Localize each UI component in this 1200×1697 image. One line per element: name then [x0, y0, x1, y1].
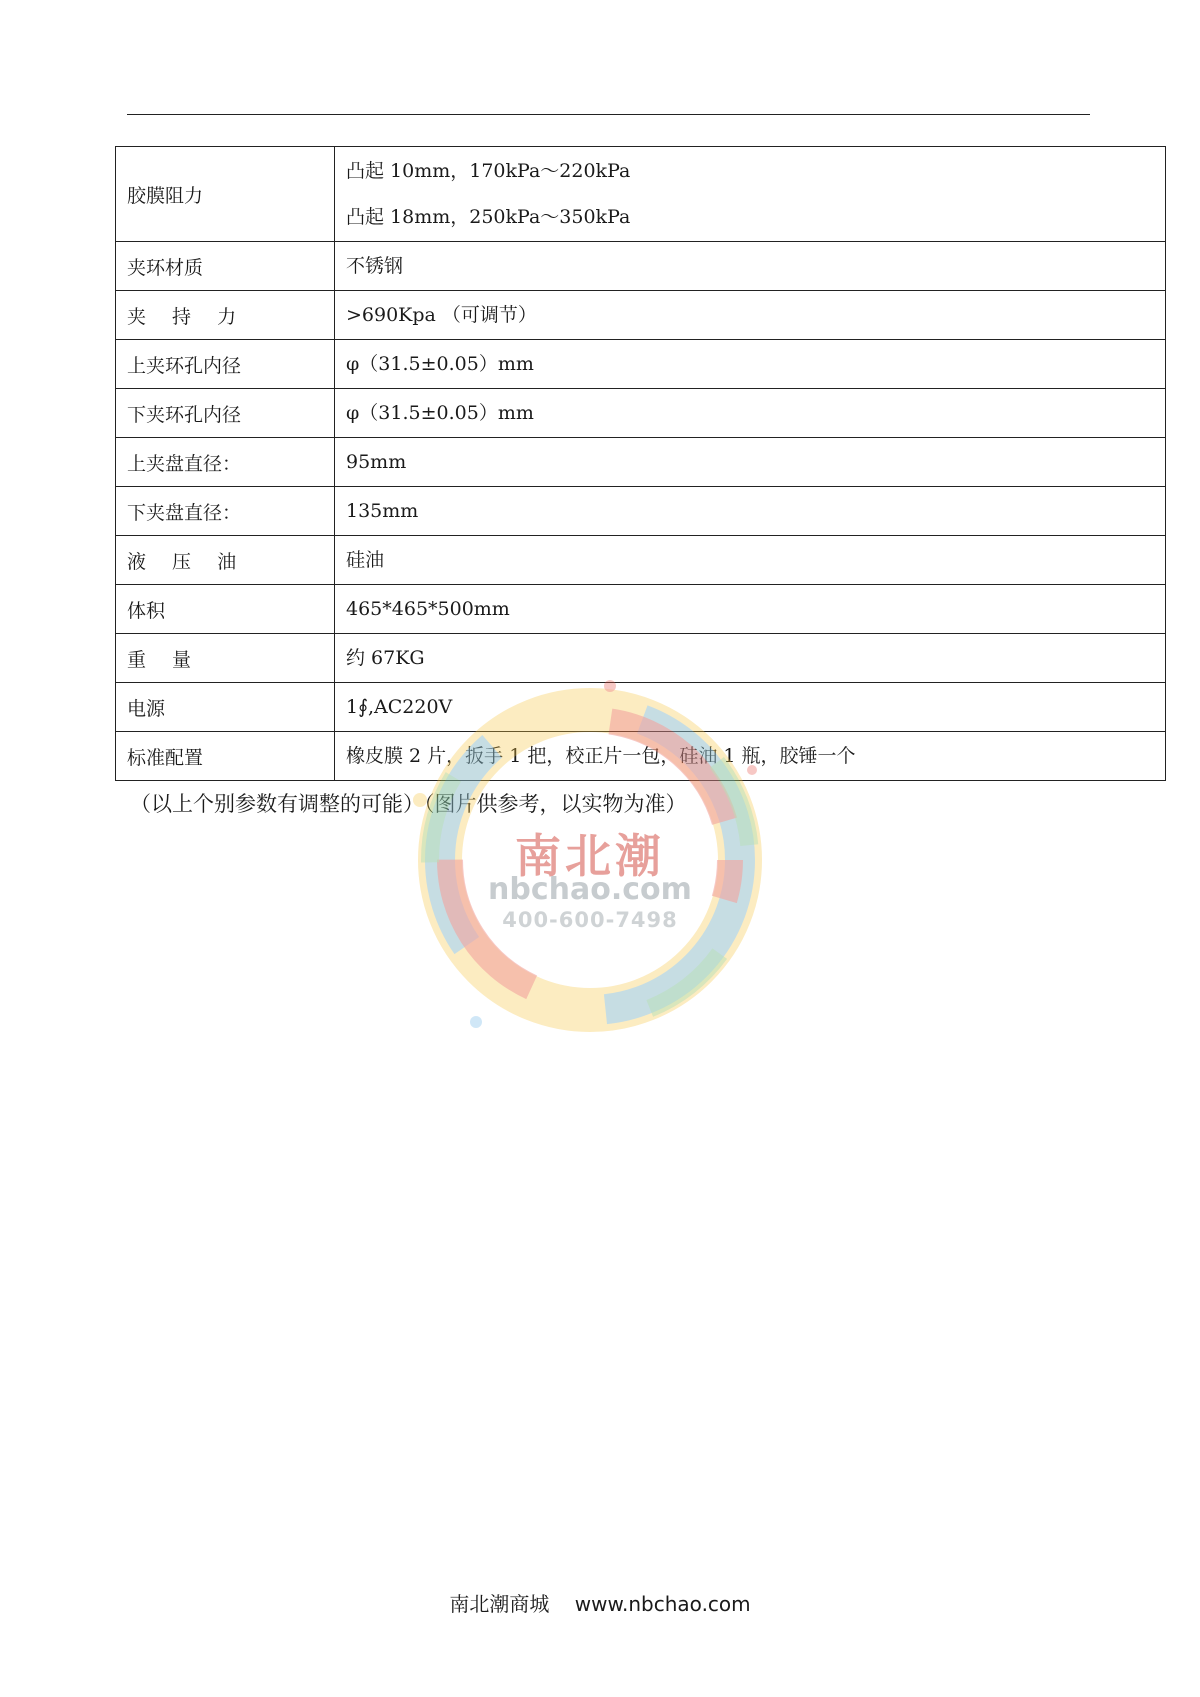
spec-label: 重 量: [116, 634, 335, 683]
spec-value-cell: [335, 147, 1166, 242]
spec-value: φ（31.5±0.05）mm: [346, 353, 534, 375]
spec-label: 下夹环孔内径: [116, 389, 335, 438]
spec-value: 不锈钢: [346, 255, 404, 277]
spec-value-cell: [335, 585, 1166, 634]
spec-value: 95mm: [346, 451, 407, 473]
spec-row: [116, 683, 1166, 732]
spec-label: 电源: [116, 683, 335, 732]
spec-row: [116, 340, 1166, 389]
spec-value: 橡皮膜 2 片，扳手 1 把，校正片一包，硅油 1 瓶，胶锤一个: [346, 745, 856, 767]
spec-value: 465*465*500mm: [346, 598, 510, 620]
spec-row: [116, 732, 1166, 781]
header-rule: [127, 114, 1090, 115]
spec-value: 1∮,AC220V: [346, 696, 453, 718]
spec-value: 凸起 10mm，170kPa～220kPa: [346, 160, 631, 182]
page-footer: 南北潮商城 www.nbchao.com: [449, 1592, 751, 1616]
spec-value-cell: [335, 487, 1166, 536]
spec-label: 下夹盘直径：: [116, 487, 335, 536]
spec-value: >690Kpa （可调节）: [346, 304, 537, 326]
spec-label: 体积: [116, 585, 335, 634]
spec-row: [116, 438, 1166, 487]
watermark-brand-url: nbchao.com: [488, 872, 692, 907]
spec-value: 135mm: [346, 500, 419, 522]
spec-value-cell: [335, 683, 1166, 732]
spec-label: 夹环材质: [116, 242, 335, 291]
spec-row: [116, 634, 1166, 683]
spec-row: [116, 487, 1166, 536]
spec-value-cell: [335, 291, 1166, 340]
spec-label: 胶膜阻力: [116, 147, 335, 242]
spec-value-cell: [335, 242, 1166, 291]
spec-label: 上夹盘直径：: [116, 438, 335, 487]
spec-value: 凸起 18mm，250kPa～350kPa: [346, 206, 631, 228]
spec-value-cell: [335, 340, 1166, 389]
spec-row: [116, 147, 1166, 242]
spec-row: [116, 291, 1166, 340]
spec-label: 上夹环孔内径: [116, 340, 335, 389]
spec-label: 液 压 油: [116, 536, 335, 585]
spec-value-cell: [335, 389, 1166, 438]
spec-label: 夹 持 力: [116, 291, 335, 340]
spec-row: [116, 242, 1166, 291]
spec-value-cell: [335, 732, 1166, 781]
watermark-phone: 400-600-7498: [502, 908, 678, 932]
spec-value: 约 67KG: [346, 647, 425, 669]
spec-row: [116, 536, 1166, 585]
spec-row: [116, 389, 1166, 438]
spec-value: 硅油: [346, 549, 385, 571]
spec-table: [115, 146, 1166, 781]
spec-row: [116, 585, 1166, 634]
spec-label: 标准配置: [116, 732, 335, 781]
disclaimer-note: （以上个别参数有调整的可能）（图片供参考，以实物为准）: [130, 792, 687, 816]
spec-value-cell: [335, 634, 1166, 683]
spec-value-cell: [335, 438, 1166, 487]
spec-value-cell: [335, 536, 1166, 585]
spec-value: φ（31.5±0.05）mm: [346, 402, 534, 424]
watermark-brand-cn: 南北潮: [515, 829, 665, 883]
